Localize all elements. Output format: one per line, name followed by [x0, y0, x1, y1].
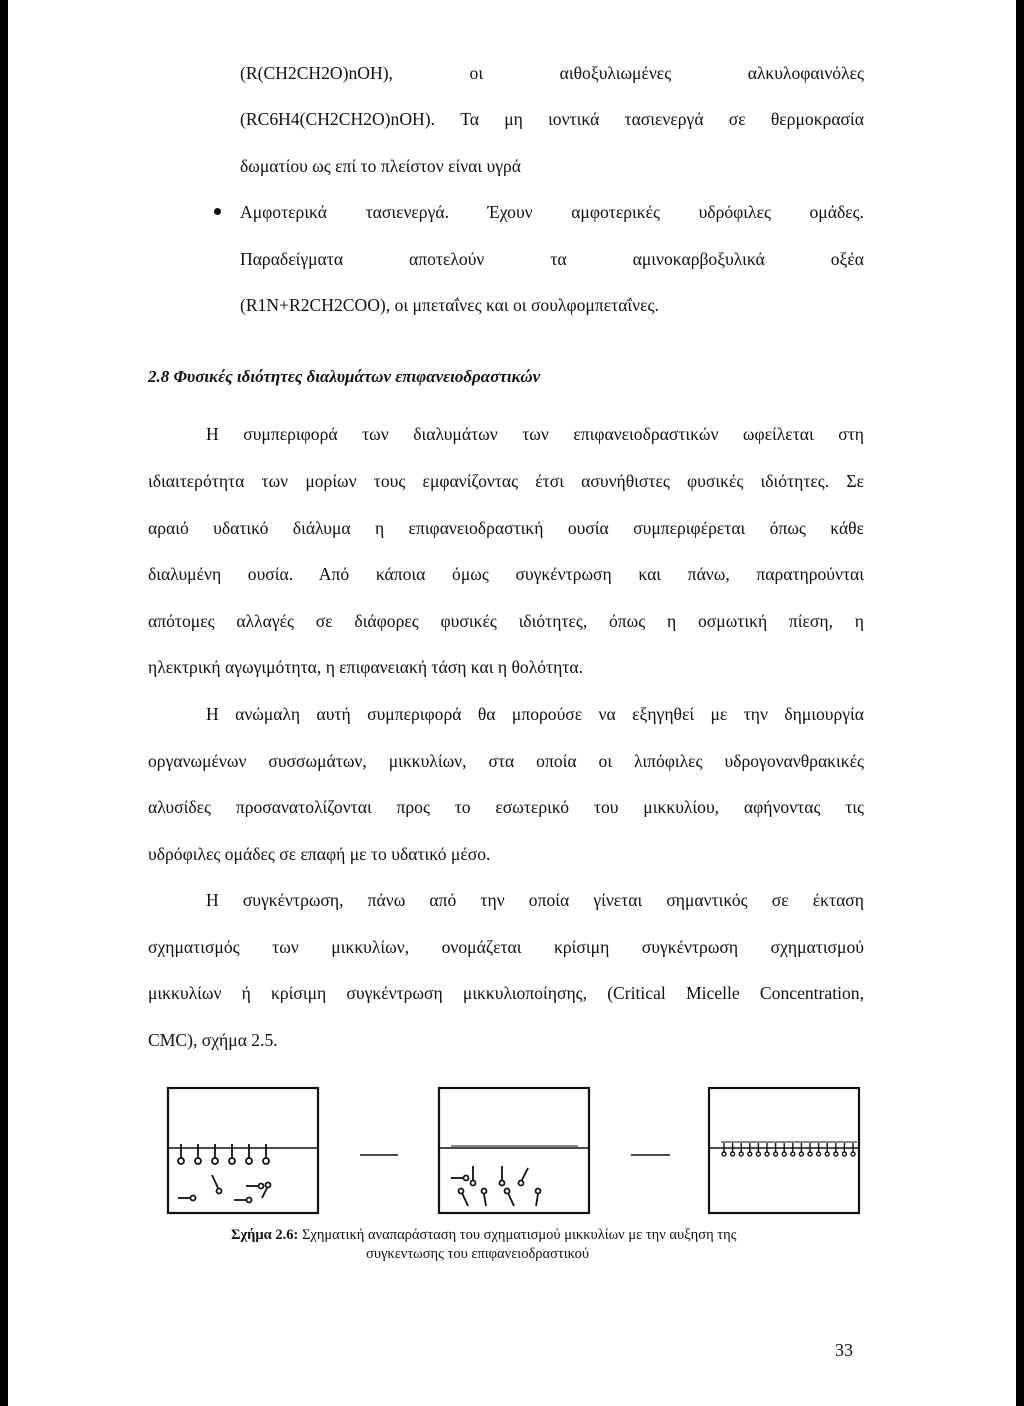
figure-caption-line2: συγκεντωσης του επιφανειοδραστικού	[366, 1246, 590, 1262]
surfactant-head	[748, 1152, 752, 1156]
surfactant-head	[791, 1152, 795, 1156]
text-line: (R1N+R2CH2COO), οι μπεταΐνες και οι σουλφομπεταΐνες.	[240, 295, 659, 315]
surfactant-head	[825, 1152, 829, 1156]
caption-label: Σχήμα 2.6:	[231, 1227, 299, 1243]
text-line: απότομες αλλαγές σε διάφορες φυσικές ιδιότητες, όπως η οσμωτική πίεση, η	[148, 611, 864, 631]
surfactant-head	[731, 1152, 735, 1156]
text-line: (R(CH2CH2O)nOH), οι αιθοξυλιωμένες αλκυλοφαινόλες	[240, 63, 864, 83]
surfactant-head	[756, 1152, 760, 1156]
document-page	[8, 0, 1016, 1406]
text-line: ηλεκτρική αγωγιμότητα, η επιφανειακή τάση και η θολότητα.	[148, 657, 583, 677]
surfactant-head	[817, 1152, 821, 1156]
page-number: 33	[835, 1340, 853, 1360]
surfactant-head	[722, 1152, 726, 1156]
text-line: δωματίου ως επί το πλείστον είναι υγρά	[240, 156, 521, 176]
surfactant-head	[834, 1152, 838, 1156]
figure-caption	[231, 1226, 736, 1245]
surfactant-head	[799, 1152, 803, 1156]
bullet-icon	[214, 208, 221, 215]
text-line: διαλυμένη ουσία. Από κάποια όμως συγκέντρωση και πάνω, παρατηρούνται	[148, 564, 864, 584]
text-line: υδρόφιλες ομάδες σε επαφή με το υδατικό μέσο.	[148, 844, 491, 864]
surfactant-head	[808, 1152, 812, 1156]
text-line: ιδιαιτερότητα των μορίων τους εμφανίζοντας έτσι ασυνήθιστες φυσικές ιδιότητες. Σε	[148, 471, 864, 491]
text-line: αλυσίδες προσανατολίζονται προς το εσωτερικό του μικκυλίου, αφήνοντας τις	[148, 797, 864, 817]
text-line: Η συμπεριφορά των διαλυμάτων των επιφανειοδραστικών ωφείλεται στη	[206, 424, 864, 444]
surfactant-head	[851, 1152, 855, 1156]
beaker-box-low	[168, 1088, 318, 1213]
surfactant-head	[765, 1152, 769, 1156]
surfactant-head	[739, 1152, 743, 1156]
text-line: Παραδείγματα αποτελούν τα αμινοκαρβοξυλικά οξέα	[240, 249, 864, 269]
text-line: Η ανώμαλη αυτή συμπεριφορά θα μπορούσε να εξηγηθεί με την δημιουργία	[206, 704, 864, 724]
text-line: Η συγκέντρωση, πάνω από την οποία γίνεται σημαντικός σε έκταση	[206, 890, 864, 910]
text-line: σχηματισμός των μικκυλίων, ονομάζεται κρίσιμη συγκέντρωση σχηματισμού	[148, 937, 864, 957]
section-heading: 2.8 Φυσικές ιδιότητες διαλυμάτων επιφανειοδραστικών	[148, 367, 541, 386]
surfactant-head	[774, 1152, 778, 1156]
text-line: αραιό υδατικό διάλυμα η επιφανειοδραστική ουσία συμπεριφέρεται όπως κάθε	[148, 518, 864, 538]
surfactant-head	[782, 1152, 786, 1156]
micelle-figure	[8, 1080, 1016, 1220]
caption-text: Σχηματική αναπαράσταση του σχηματισμού μικκυλίων με την αυξηση της	[298, 1227, 737, 1243]
text-line: οργανωμένων συσσωμάτων, μικκυλίων, στα οποία οι λιπόφιλες υδρογονανθρακικές	[148, 751, 864, 771]
surfactant-head	[842, 1152, 846, 1156]
text-line: Αμφοτερικά τασιενεργά. Έχουν αμφοτερικές υδρόφιλες ομάδες.	[240, 202, 864, 222]
text-line: CMC), σχήμα 2.5.	[148, 1030, 278, 1050]
text-line: (RC6H4(CH2CH2O)nOH). Τα μη ιοντικά τασιενεργά σε θερμοκρασία	[240, 109, 864, 129]
text-line: μικκυλίων ή κρίσιμη συγκέντρωση μικκυλιοποίησης, (Critical Micelle Concentration,	[148, 983, 864, 1003]
